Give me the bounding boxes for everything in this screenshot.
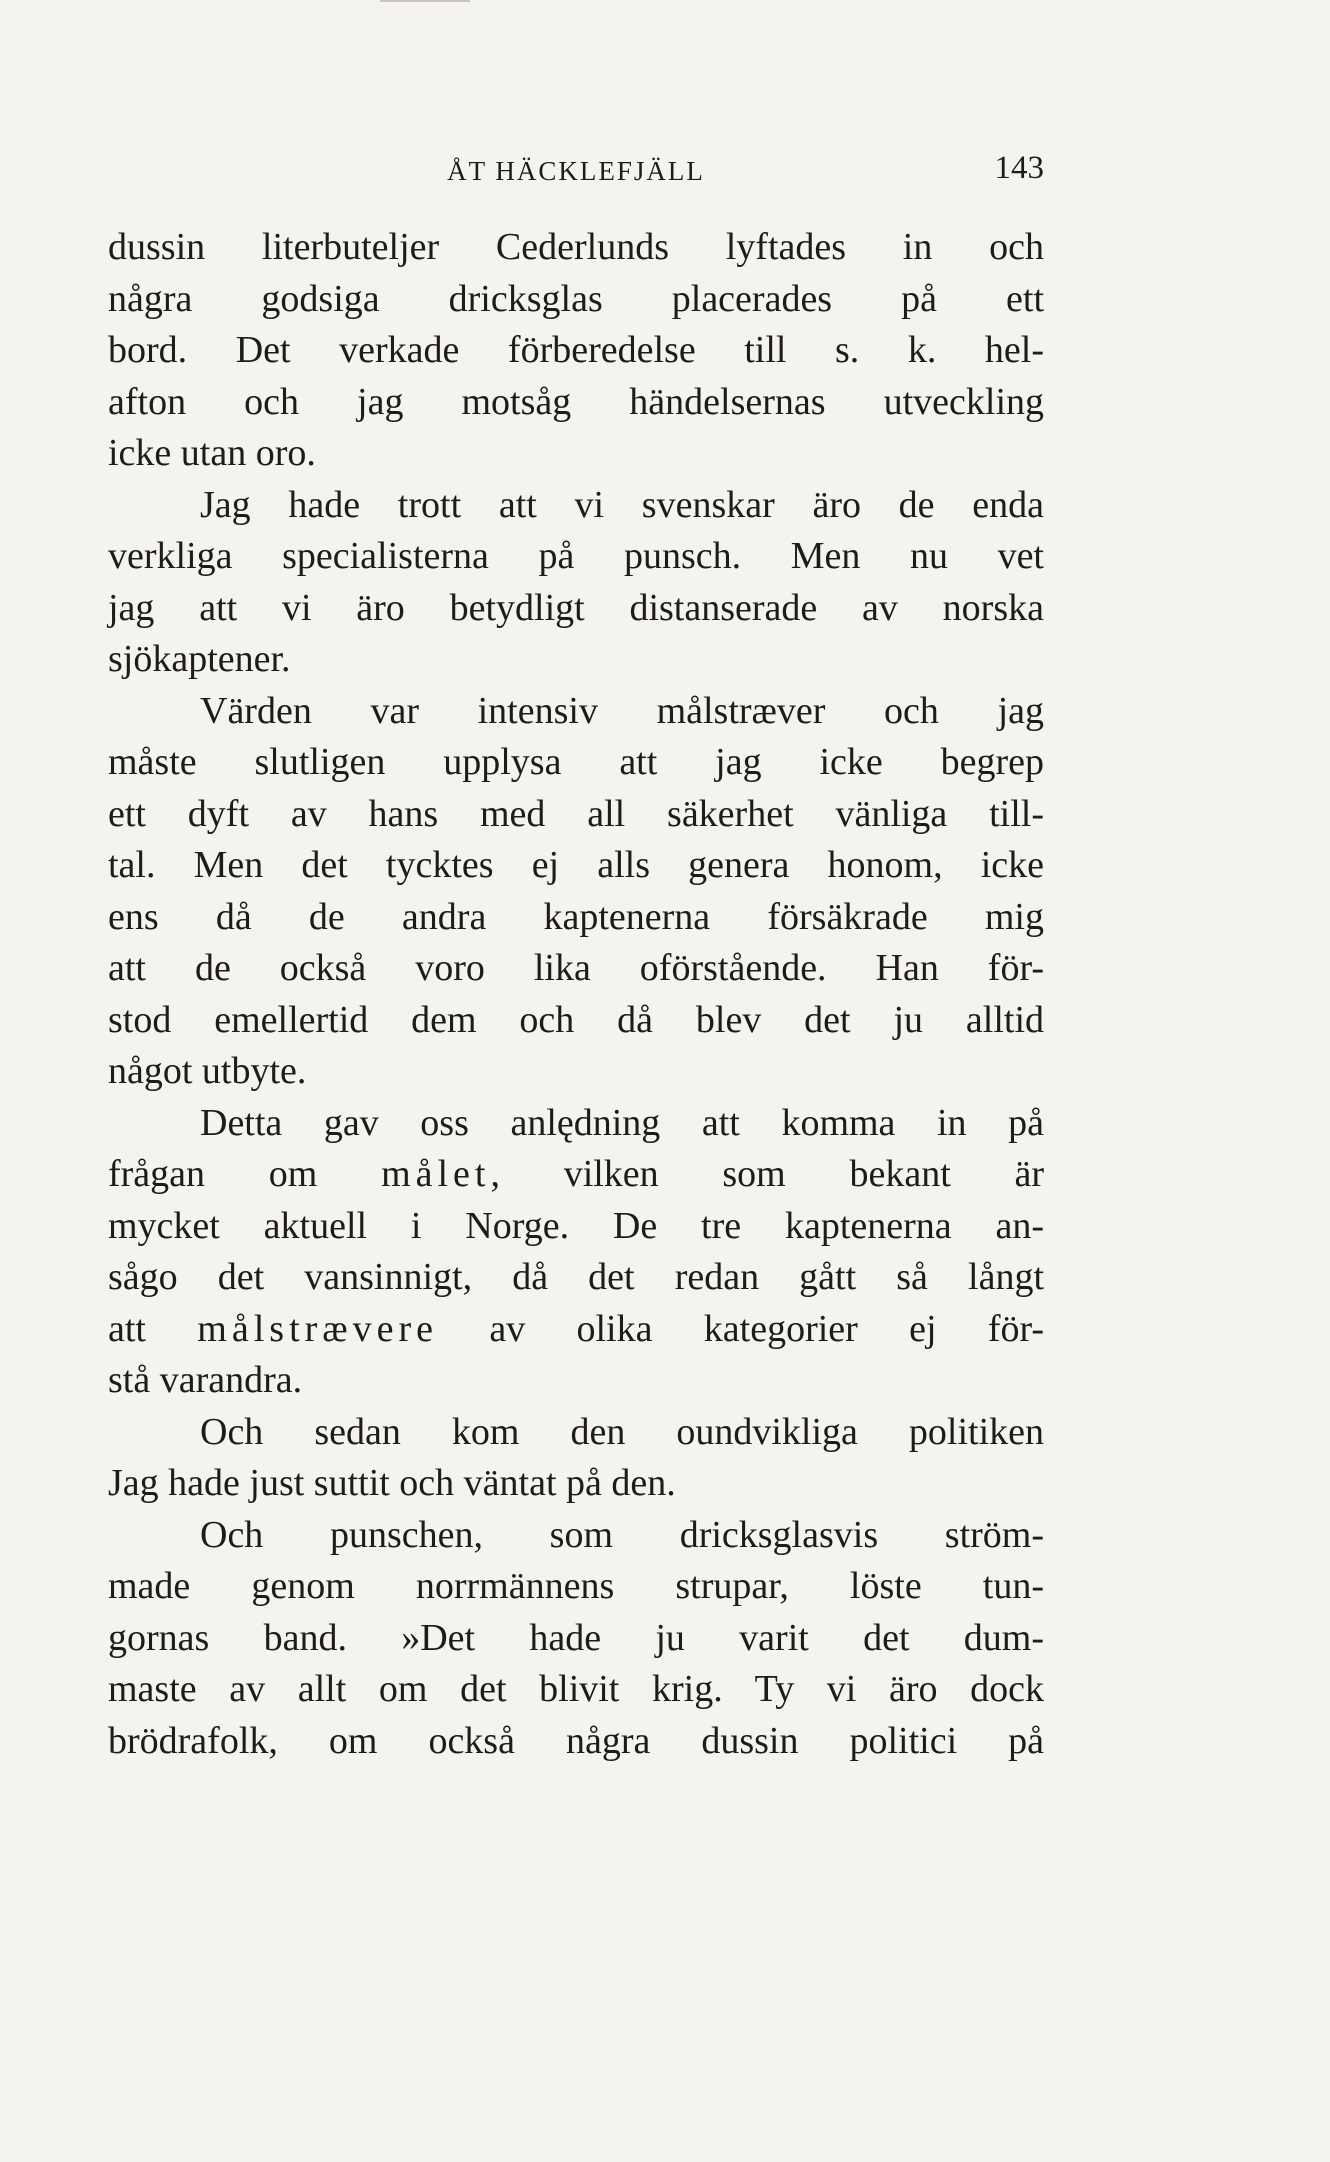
text-line: Och punschen, som dricksglasvis ström-: [200, 1513, 1044, 1556]
text-line: måste slutligen upplysa att jag icke begrep: [108, 741, 1044, 783]
text-line: brödrafolk, om också några dussin politici på: [108, 1719, 1044, 1762]
text-line: att de också voro lika oförstående. Han för-: [108, 947, 1044, 989]
text-line: sjökaptener.: [108, 638, 291, 680]
text-line: tal. Men det tycktes ej alls genera honom, icke: [108, 844, 1044, 886]
text-line: [108, 1149, 1044, 1201]
text-line: [108, 1304, 1044, 1356]
text-line: jag att vi äro betydligt distanserade av norska: [108, 586, 1044, 629]
text-segment: , vilken som bekant är: [490, 1153, 1045, 1195]
spaced-word: målet: [381, 1153, 491, 1195]
text-line: stå varandra.: [108, 1359, 303, 1401]
text-line: gornas band. »Det hade ju varit det dum-: [108, 1616, 1044, 1659]
text-line: Och sedan kom den oundvikliga politiken: [200, 1410, 1044, 1453]
text-segment: av olika kategorier ej för-: [489, 1307, 1045, 1350]
top-edge-rule: [380, 0, 470, 2]
text-segment: att: [108, 1307, 146, 1350]
body-text: [108, 222, 1044, 1767]
text-line: Detta gav oss anlędning att komma in på: [200, 1101, 1044, 1144]
text-line: verkliga specialisterna på punsch. Men nu vet: [108, 535, 1044, 577]
text-line: ett dyft av hans med all säkerhet vänliga till-: [108, 792, 1044, 835]
page-header: [108, 150, 1044, 194]
text-line: stod emellertid dem och då blev det ju alltid: [108, 998, 1044, 1041]
text-segment: frågan om: [108, 1153, 318, 1195]
page-number: 143: [994, 150, 1044, 186]
text-line: mycket aktuell i Norge. De tre kaptenerna an-: [108, 1204, 1044, 1247]
text-line: Värden var intensiv målstræver och jag: [200, 689, 1044, 732]
spaced-word: målstrævere: [197, 1307, 439, 1350]
text-line: afton och jag motsåg händelsernas utveckling: [108, 380, 1044, 423]
text-line: Jag hade just suttit och väntat på den.: [108, 1462, 676, 1504]
text-line: sågo det vansinnigt, då det redan gått så långt: [108, 1256, 1044, 1298]
text-line: ens då de andra kaptenerna försäkrade mig: [108, 895, 1044, 938]
text-line: made genom norrmännens strupar, löste tun-: [108, 1565, 1044, 1607]
text-line: något utbyte.: [108, 1050, 307, 1092]
text-line: icke utan oro.: [108, 432, 316, 474]
text-line: bord. Det verkade förberedelse till s. k. hel-: [108, 329, 1044, 371]
text-line: maste av allt om det blivit krig. Ty vi äro dock: [108, 1668, 1044, 1710]
text-line: några godsiga dricksglas placerades på ett: [108, 277, 1044, 320]
text-line: Jag hade trott att vi svenskar äro de enda: [200, 483, 1044, 526]
running-title: ÅT HÄCKLEFJÄLL: [447, 156, 705, 186]
text-line: dussin literbuteljer Cederlunds lyftades in och: [108, 226, 1044, 268]
